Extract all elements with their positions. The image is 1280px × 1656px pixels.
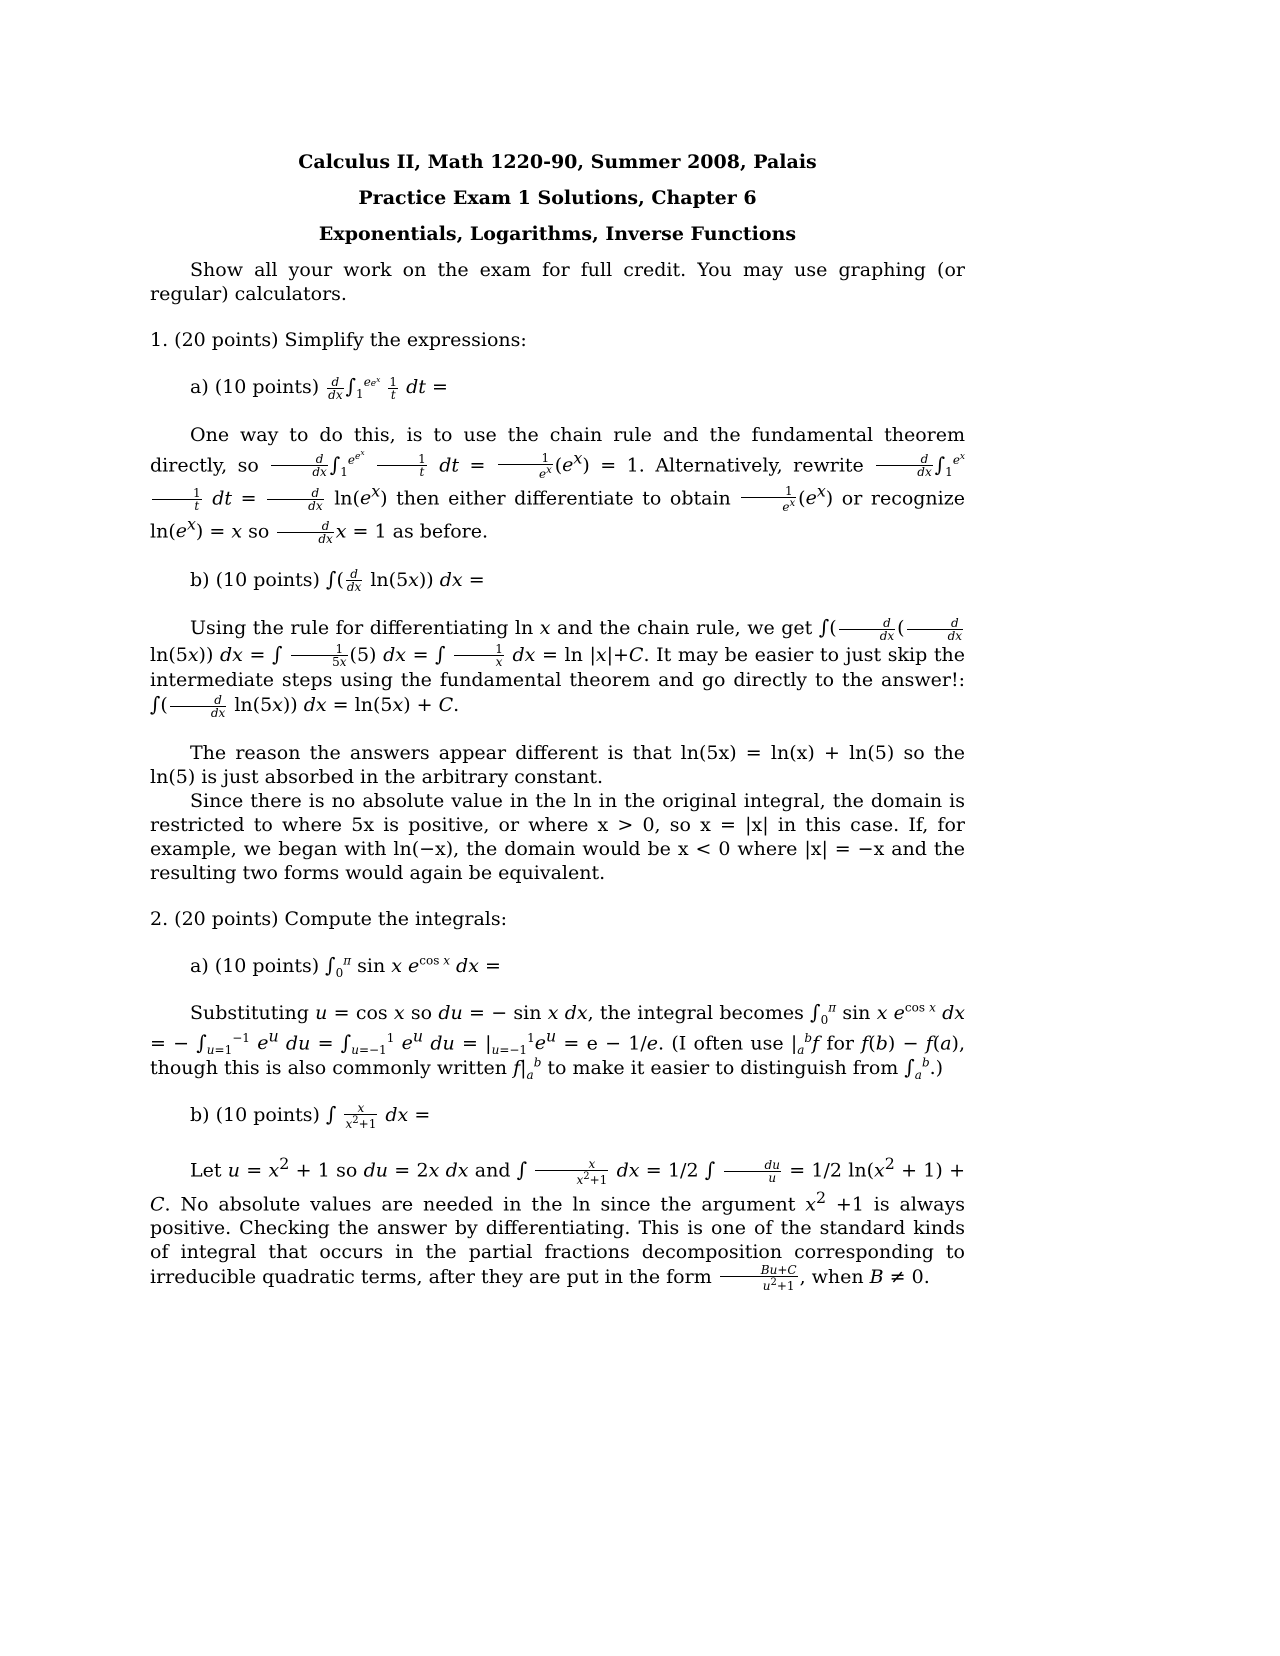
q2a-expression: $\int_0^\pi$ sin x $e^{cos x}$ dx = [325,952,501,980]
topic-title: Exponentials, Logarithms, Inverse Functions [318,223,797,245]
document-page [150,150,965,1292]
title-block [150,150,965,246]
q2b-prompt [190,1102,965,1130]
q1b-prompt [190,567,965,594]
q1b-paragraph-3: Since there is no absolute value in the ln in the original integral, the domain is restricted to where 5x is positive, or where x > 0, so x = |x| in this case. If, for example, we began with ln(−x), the domain would be x < 0 where |x| = −x and the resulting two forms would again be equivalent. [150,789,965,884]
exam-title: Practice Exam 1 Solutions, Chapter 6 [358,187,757,209]
q1a-solution-lead: One way to do this, is to use the chain rule and the fundamental theorem directly, [150,423,965,476]
q2b-solution: Let $u = x^2 + 1$ so du = 2x dx and ∫ $\frac{x}{x^2+1}$ dx = 1/2 ∫ $\frac{du}{u}$ = 1/2 $\ln(x^2 + 1) + C$. No absolute values are needed in the ln since the argument $x^2 +1$ is always positive. Checking the answer by differentiating. This is one of the standard kinds of integral that occurs in the partial fractions decomposition corresponding to irreducible quadratic terms, after they are put in the form $\frac{Bu+C}{u^2+1}$ , when B ≠ 0. [150,1154,965,1293]
q2b-label: b) (10 points) [190,1104,320,1127]
q1b-paragraph-2: The reason the answers appear different is that ln(5x) = ln(x) + ln(5) so the ln(5) is just absorbed in the arbitrary constant. [150,741,965,788]
q1a-expression: $\frac{d}{dx}$ $\int_1^{ee^x}$ $\frac{1}{t}$ dt = [328,374,448,402]
q1a-prompt [190,374,965,401]
course-title: Calculus II, Math 1220-90, Summer 2008, Palais [298,151,817,173]
q1-heading: 1. (20 points) Simplify the expressions: [150,329,527,351]
q2a-label: a) (10 points) [190,954,320,977]
intro-paragraph: Show all your work on the exam for full credit. You may use graphing (or regular) calculators. [150,259,965,305]
q1b-label: b) (10 points) [190,568,320,591]
q2a-prompt [190,953,965,978]
q2-heading: 2. (20 points) Compute the integrals: [150,907,508,930]
q2b-expression: ∫ $\frac{x}{x^2+1}$ dx = [326,1101,431,1132]
q1b-solution: Using the rule for differentiating ln x and the chain rule, we get ∫( $\frac{d}{dx}$ ( $\frac{d}{dx}$ ln(5x)) dx = ∫ $\frac{1}{5x}$ (5) dx = ∫ $\frac{1}{x}$ dx = ln |x|+C. It may be easier to just skip the intermediate steps using the fundamental theorem and go directly to the answer!: ∫( $\frac{d}{dx}$ ln(5x)) dx = ln(5x) + C. [150,615,966,720]
q1b-expression: ∫( $\frac{d}{dx}$ ln(5x)) dx = [326,566,485,595]
q2a-solution: Substituting u = cos x so du = − sin x dx, the integral becomes $\int_0^\pi$ sin x $e^{cos x}$ dx = − $\int_{u=1}^{-1}$ $e^u$ du = $\int_{u=-1}^1$ $e^u$ du = $|_{u=-1}^1e^u = e - 1/e$. (I often use $|_a^bf$ for f(b) − f(a), though this is also commonly written $f|_a^b$ to make it easier to distinguish from $\int_a^b$.) [150,999,965,1083]
q1a-label: a) (10 points) [190,376,320,398]
q1a-solution: One way to do this, is to use the chain rule and the fundamental theorem directly, so $\frac{d}{dx}$ $\int_1^{e^{e^x}}$ $\frac{1}{t}$ dt = $\frac{1}{e^x}$ $(e^x) = 1$. Alternatively, rewrite $\frac{d}{dx}$ $\int_1^{e^x}$ $\frac{1}{t}$ dt = $\frac{d}{dx}$ $\ln(e^x)$ then either differentiate to obtain $\frac{1}{e^x}$ $(e^x)$ or recognize $\ln(e^x) = x$ so $\frac{d}{dx}$ x = 1 as before. [150,423,966,546]
